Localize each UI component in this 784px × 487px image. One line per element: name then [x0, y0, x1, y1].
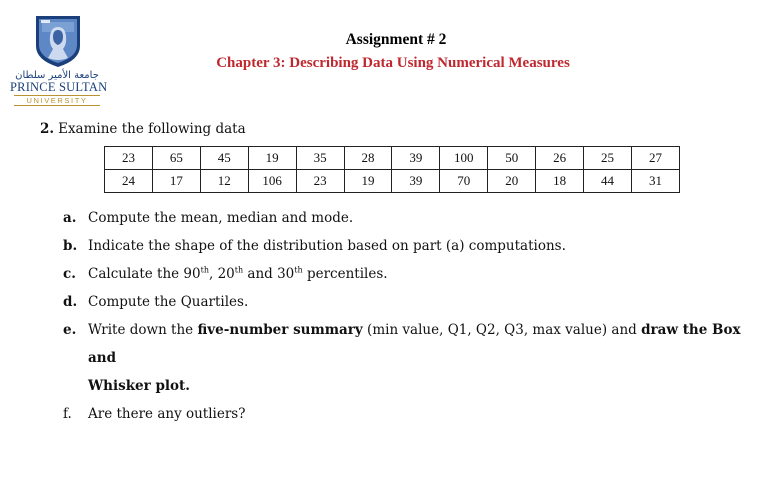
- table-cell: 44: [584, 170, 632, 193]
- sub-question-text: [88, 266, 388, 282]
- chapter-subtitle: [0, 55, 784, 72]
- data-table: [104, 146, 680, 193]
- bold-text-run: five-number summary: [197, 322, 363, 338]
- table-cell: 19: [344, 170, 392, 193]
- table-cell: 65: [152, 147, 200, 170]
- text-run: Write down the: [88, 322, 198, 338]
- sub-question-label: b.: [63, 238, 78, 254]
- table-cell: 12: [200, 170, 248, 193]
- logo-arabic-name: جامعة الأمير سلطان: [15, 70, 99, 81]
- table-cell: 50: [488, 147, 536, 170]
- sub-question-text: Compute the Quartiles.: [88, 294, 249, 310]
- table-cell: 100: [440, 147, 488, 170]
- ordinal-suffix: th: [200, 265, 209, 275]
- table-cell: 25: [584, 147, 632, 170]
- chapter-subtitle-text: Chapter 3: Describing Data Using Numerical Measures: [216, 55, 570, 71]
- table-cell: 39: [392, 147, 440, 170]
- question-prompt: [40, 121, 246, 137]
- sub-question-label: e.: [63, 322, 77, 338]
- sub-question-list: [60, 204, 760, 428]
- table-cell: 23: [296, 170, 344, 193]
- sub-question-e: [60, 316, 760, 400]
- text-run: percentiles.: [302, 266, 388, 282]
- bold-text-run: Whisker plot.: [88, 378, 190, 394]
- logo-university-name: PRINCE SULTAN: [10, 80, 108, 94]
- table-row: [105, 147, 680, 170]
- sub-question-text: Compute the mean, median and mode.: [88, 210, 354, 226]
- assignment-title-text: Assignment # 2: [345, 31, 447, 48]
- ordinal-suffix: th: [234, 265, 244, 275]
- logo-university-subname: UNIVERSITY: [14, 95, 100, 106]
- sub-question-d: [60, 288, 760, 316]
- sub-question-text: Are there any outliers?: [88, 406, 246, 422]
- sub-question-text: Indicate the shape of the distribution based on part (a) computations.: [88, 238, 566, 254]
- sub-question-label: d.: [63, 294, 78, 310]
- sub-question-text: [88, 322, 741, 394]
- sub-question-b: [60, 232, 760, 260]
- table-cell: 18: [536, 170, 584, 193]
- sub-question-label: c.: [63, 266, 76, 282]
- table-cell: 106: [248, 170, 296, 193]
- table-cell: 35: [296, 147, 344, 170]
- sub-question-a: [60, 204, 760, 232]
- sub-question-f: [60, 400, 760, 428]
- table-cell: 20: [488, 170, 536, 193]
- table-cell: 26: [536, 147, 584, 170]
- table-cell: 70: [440, 170, 488, 193]
- table-cell: 31: [631, 170, 679, 193]
- table-cell: 27: [631, 147, 679, 170]
- table-cell: 45: [200, 147, 248, 170]
- text-run: , 20: [208, 266, 235, 282]
- table-cell: 17: [152, 170, 200, 193]
- question-text: Examine the following data: [58, 121, 246, 137]
- table-cell: 39: [392, 170, 440, 193]
- text-run: and 30: [243, 266, 295, 282]
- sub-question-c: [60, 260, 760, 288]
- ordinal-suffix: th: [294, 265, 303, 275]
- sub-question-label: a.: [63, 210, 77, 226]
- table-row: [105, 170, 680, 193]
- table-cell: 19: [248, 147, 296, 170]
- table-cell: 28: [344, 147, 392, 170]
- table-cell: 24: [105, 170, 153, 193]
- bold-text-run: draw the Box and: [88, 322, 741, 366]
- question-number: 2.: [40, 121, 55, 137]
- assignment-title: [0, 31, 784, 49]
- sub-question-label: f.: [63, 406, 72, 422]
- text-run: Calculate the 90: [88, 266, 201, 282]
- text-run: (min value, Q1, Q2, Q3, max value) and: [362, 322, 642, 338]
- table-cell: 23: [105, 147, 153, 170]
